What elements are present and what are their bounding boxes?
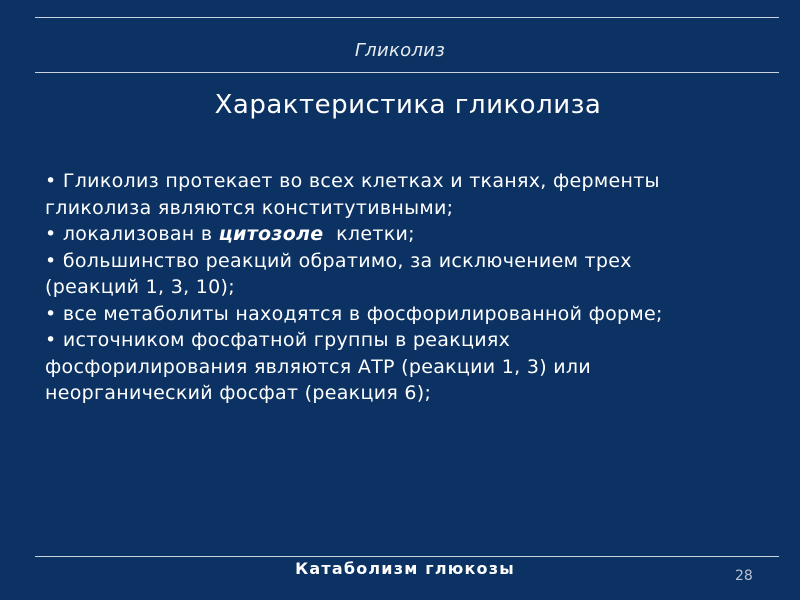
bullet-line-3-cont: (реакций 1, 3, 10); (45, 276, 235, 298)
bullet-line-2-end: клетки; (336, 223, 415, 245)
slide-content (45, 168, 785, 407)
bullet-line-2-start: • локализован в (45, 223, 213, 245)
bullet-line-2 (45, 221, 785, 248)
bullet-line-1-cont: гликолиза являются конститутивными; (45, 196, 454, 219)
cytosol-term: цитозоле (218, 223, 324, 245)
slide-title: Характеристика гликолиза (214, 90, 602, 120)
bullet-line-5-cont: фосфорилирования являются АТР (реакции 1, 3) или (45, 355, 592, 378)
footer-label: Катаболизм глюкозы (295, 559, 515, 578)
section-title: Гликолиз (354, 40, 446, 61)
bullet-line-4: • все метаболиты находятся в фосфорилированной форме; (45, 302, 663, 325)
bullet-line-5-end: неорганический фосфат (реакция 6); (45, 382, 432, 404)
page-number: 28 (735, 568, 753, 584)
bullet-line-5: • источником фосфатной группы в реакциях (45, 329, 511, 351)
bullet-line-3: • большинство реакций обратимо, за исключением трех (45, 249, 632, 272)
header-divider (35, 72, 779, 73)
bullet-line-1: • Гликолиз протекает во всех клетках и тканях, ферменты (45, 170, 660, 192)
top-divider (35, 17, 779, 18)
footer-divider (35, 556, 779, 557)
